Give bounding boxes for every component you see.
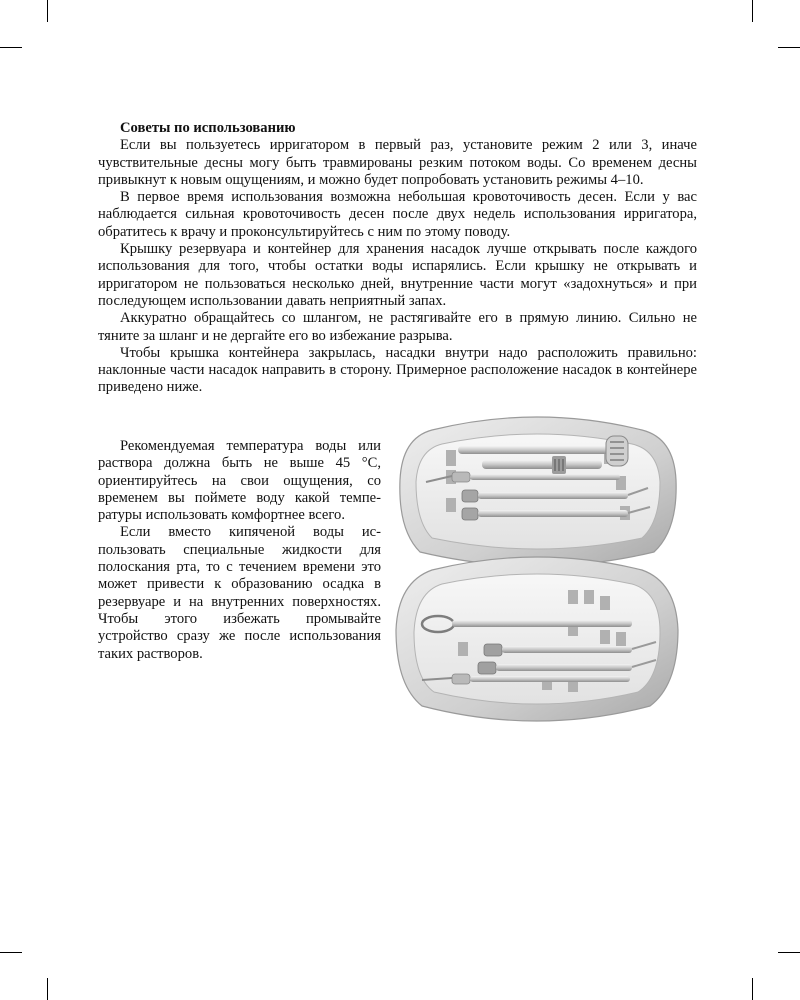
- crop-mark: [47, 0, 48, 22]
- paragraph: В первое время использования возможна небольшая кровоточивость десен. Если у вас наблюдается сильная кровоточивость десен после двух недель использования ирригатора, обратитесь к врачу и проконсультируйтесь с ним по этому поводу.: [98, 189, 697, 240]
- holder-clip: [600, 630, 610, 644]
- paragraph: Крышку резервуара и контейнер для хранения насадок лучше открывать после каждого использования для того, чтобы остатки воды испарялись. Если крышку не открывать и ирригатором не пользоваться несколько дней, внутренние части могут «задохнуться» и при последующем использовании давать неприятный запах.: [98, 241, 697, 309]
- paragraph: Если вы пользуетесь ирригатором в первый раз, установите режим 2 или 3, иначе чувствительные десны могу быть травмированы резким потоком воды. Со временем десны привыкнут к новым ощущениям, и можно будет попробовать установить режимы 4–10.: [98, 137, 697, 188]
- crop-mark: [0, 47, 22, 48]
- holder-clip: [446, 498, 456, 512]
- section-heading: Советы по использованию: [120, 120, 296, 136]
- crop-mark: [47, 978, 48, 1000]
- crop-mark: [752, 0, 753, 22]
- case-lid: [400, 417, 676, 568]
- holder-clip: [584, 590, 594, 604]
- crop-mark: [752, 978, 753, 1000]
- holder-clip: [600, 596, 610, 610]
- holder-clip: [616, 632, 626, 646]
- crop-mark: [778, 952, 800, 953]
- holder-clip: [458, 642, 468, 656]
- holder-clip: [446, 450, 456, 466]
- case-base: [396, 557, 678, 721]
- paragraph: Аккуратно обращайтесь со шлангом, не растягивайте его в прямую линию. Сильно не тяните за шланг и не дергайте его во избежание разрыва.: [98, 310, 697, 344]
- side-text-column: [98, 438, 381, 663]
- paragraph: Чтобы крышка контейнера закрылась, насадки внутри надо расположить правильно: наклонные части насадок направить в сторону. Примерное расположение насадок в контейнере приведено ниже.: [98, 344, 697, 396]
- paragraph: Рекомендуемая температура воды или раствора должна быть не выше 45 °С, ориентируйтесь на свои ощущения, со временем вы поймете воду какой температуры использовать комфортнее всего.: [98, 438, 381, 524]
- paragraph: Если вместо кипяченой воды использовать специальные жидкости для полоскания рта, то с течением времени это может привести к образованию осадка в резервуаре и на внутренних поверхностях. Чтобы этого избежать промывайте устройство сразу же после использования таких растворов.: [98, 524, 381, 662]
- crop-mark: [778, 47, 800, 48]
- usage-tips-section: [98, 120, 697, 397]
- nozzle-case-photo: [392, 410, 682, 730]
- crop-mark: [0, 952, 22, 953]
- holder-clip: [568, 590, 578, 604]
